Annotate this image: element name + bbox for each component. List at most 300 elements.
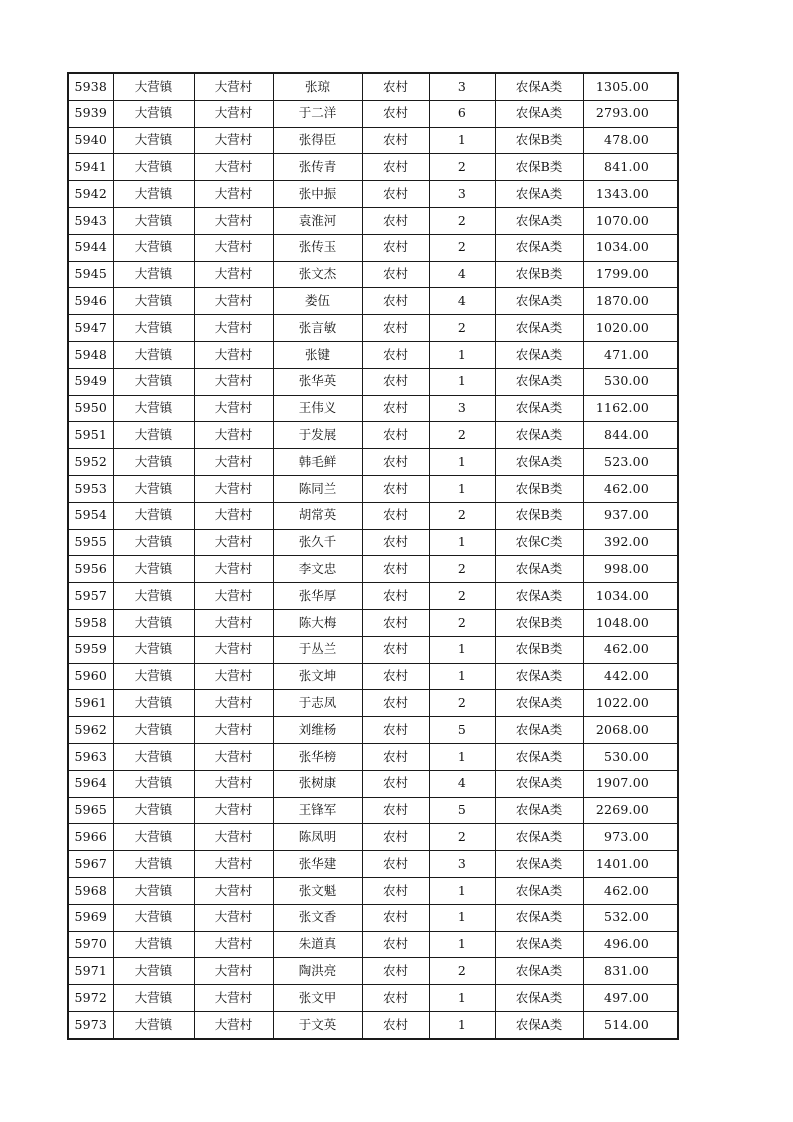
category-cell: 农保A类 [495,395,583,422]
record-id-cell: 5963 [68,743,113,770]
category-cell: 农保A类 [495,73,583,100]
amount-cell: 1020.00 [583,315,678,342]
town-cell: 大营镇 [113,207,194,234]
village-cell: 大营村 [194,717,273,744]
amount-cell: 998.00 [583,556,678,583]
amount-cell: 1870.00 [583,288,678,315]
amount-cell: 841.00 [583,154,678,181]
household-type-cell: 农村 [362,743,429,770]
town-cell: 大营镇 [113,395,194,422]
category-cell: 农保B类 [495,475,583,502]
record-id-cell: 5943 [68,207,113,234]
name-cell: 张华建 [273,851,362,878]
category-cell: 农保A类 [495,368,583,395]
household-type-cell: 农村 [362,422,429,449]
household-type-cell: 农村 [362,583,429,610]
household-type-cell: 农村 [362,851,429,878]
category-cell: 农保A类 [495,904,583,931]
town-cell: 大营镇 [113,315,194,342]
town-cell: 大营镇 [113,529,194,556]
category-cell: 农保B类 [495,154,583,181]
record-id-cell: 5956 [68,556,113,583]
household-type-cell: 农村 [362,127,429,154]
household-type-cell: 农村 [362,449,429,476]
table-row [68,824,678,851]
name-cell: 张传玉 [273,234,362,261]
household-type-cell: 农村 [362,797,429,824]
category-cell: 农保B类 [495,127,583,154]
town-cell: 大营镇 [113,797,194,824]
household-type-cell: 农村 [362,824,429,851]
amount-cell: 496.00 [583,931,678,958]
category-cell: 农保A类 [495,824,583,851]
household-type-cell: 农村 [362,475,429,502]
household-type-cell: 农村 [362,556,429,583]
category-cell: 农保A类 [495,877,583,904]
village-cell: 大营村 [194,690,273,717]
household-type-cell: 农村 [362,100,429,127]
name-cell: 陈同兰 [273,475,362,502]
category-cell: 农保B类 [495,261,583,288]
household-size-cell: 2 [429,556,495,583]
village-cell: 大营村 [194,583,273,610]
amount-cell: 973.00 [583,824,678,851]
amount-cell: 530.00 [583,368,678,395]
record-id-cell: 5973 [68,1011,113,1038]
record-id-cell: 5953 [68,475,113,502]
household-size-cell: 5 [429,797,495,824]
name-cell: 于文英 [273,1011,362,1038]
household-type-cell: 农村 [362,315,429,342]
household-type-cell: 农村 [362,341,429,368]
category-cell: 农保A类 [495,234,583,261]
amount-cell: 1401.00 [583,851,678,878]
town-cell: 大营镇 [113,422,194,449]
amount-cell: 1034.00 [583,234,678,261]
record-id-cell: 5939 [68,100,113,127]
household-size-cell: 1 [429,127,495,154]
household-type-cell: 农村 [362,877,429,904]
household-type-cell: 农村 [362,958,429,985]
table-row [68,449,678,476]
name-cell: 胡常英 [273,502,362,529]
town-cell: 大营镇 [113,127,194,154]
household-type-cell: 农村 [362,636,429,663]
household-type-cell: 农村 [362,261,429,288]
name-cell: 张文魁 [273,877,362,904]
amount-cell: 2068.00 [583,717,678,744]
household-size-cell: 2 [429,690,495,717]
record-id-cell: 5955 [68,529,113,556]
town-cell: 大营镇 [113,100,194,127]
village-cell: 大营村 [194,368,273,395]
table-row [68,556,678,583]
village-cell: 大营村 [194,609,273,636]
household-type-cell: 农村 [362,609,429,636]
household-size-cell: 2 [429,154,495,181]
amount-cell: 462.00 [583,877,678,904]
household-type-cell: 农村 [362,181,429,208]
town-cell: 大营镇 [113,234,194,261]
amount-cell: 2269.00 [583,797,678,824]
household-size-cell: 1 [429,931,495,958]
town-cell: 大营镇 [113,181,194,208]
household-size-cell: 2 [429,422,495,449]
name-cell: 刘维杨 [273,717,362,744]
record-id-cell: 5947 [68,315,113,342]
amount-cell: 514.00 [583,1011,678,1038]
household-size-cell: 5 [429,717,495,744]
village-cell: 大营村 [194,904,273,931]
village-cell: 大营村 [194,877,273,904]
town-cell: 大营镇 [113,1011,194,1038]
record-id-cell: 5959 [68,636,113,663]
household-type-cell: 农村 [362,154,429,181]
town-cell: 大营镇 [113,368,194,395]
household-size-cell: 4 [429,288,495,315]
amount-cell: 844.00 [583,422,678,449]
category-cell: 农保A类 [495,743,583,770]
village-cell: 大营村 [194,529,273,556]
town-cell: 大营镇 [113,985,194,1012]
category-cell: 农保A类 [495,207,583,234]
record-id-cell: 5970 [68,931,113,958]
name-cell: 张文香 [273,904,362,931]
table-row [68,851,678,878]
household-size-cell: 1 [429,529,495,556]
amount-cell: 478.00 [583,127,678,154]
village-cell: 大营村 [194,181,273,208]
village-cell: 大营村 [194,502,273,529]
household-size-cell: 2 [429,207,495,234]
category-cell: 农保B类 [495,609,583,636]
town-cell: 大营镇 [113,636,194,663]
town-cell: 大营镇 [113,73,194,100]
amount-cell: 1799.00 [583,261,678,288]
town-cell: 大营镇 [113,261,194,288]
table-row [68,154,678,181]
town-cell: 大营镇 [113,690,194,717]
household-size-cell: 1 [429,904,495,931]
village-cell: 大营村 [194,288,273,315]
name-cell: 张中振 [273,181,362,208]
household-size-cell: 2 [429,502,495,529]
record-id-cell: 5948 [68,341,113,368]
town-cell: 大营镇 [113,931,194,958]
table-row [68,636,678,663]
village-cell: 大营村 [194,100,273,127]
name-cell: 娄伍 [273,288,362,315]
amount-cell: 530.00 [583,743,678,770]
category-cell: 农保A类 [495,770,583,797]
name-cell: 袁淮河 [273,207,362,234]
village-cell: 大营村 [194,127,273,154]
record-id-cell: 5972 [68,985,113,1012]
household-size-cell: 1 [429,475,495,502]
table-row [68,288,678,315]
amount-cell: 462.00 [583,636,678,663]
name-cell: 张文杰 [273,261,362,288]
household-size-cell: 2 [429,609,495,636]
town-cell: 大营镇 [113,154,194,181]
household-size-cell: 3 [429,851,495,878]
record-id-cell: 5950 [68,395,113,422]
table-row [68,770,678,797]
town-cell: 大营镇 [113,877,194,904]
amount-cell: 1022.00 [583,690,678,717]
name-cell: 朱道真 [273,931,362,958]
record-id-cell: 5964 [68,770,113,797]
village-cell: 大营村 [194,73,273,100]
amount-cell: 1162.00 [583,395,678,422]
table-row [68,797,678,824]
record-id-cell: 5971 [68,958,113,985]
household-size-cell: 2 [429,824,495,851]
amount-cell: 1034.00 [583,583,678,610]
household-size-cell: 1 [429,877,495,904]
table-row [68,395,678,422]
name-cell: 李文忠 [273,556,362,583]
record-id-cell: 5951 [68,422,113,449]
village-cell: 大营村 [194,797,273,824]
name-cell: 张华英 [273,368,362,395]
household-size-cell: 2 [429,583,495,610]
name-cell: 张华厚 [273,583,362,610]
household-size-cell: 1 [429,636,495,663]
household-type-cell: 农村 [362,1011,429,1038]
table-row [68,475,678,502]
name-cell: 张文坤 [273,663,362,690]
household-type-cell: 农村 [362,234,429,261]
record-id-cell: 5961 [68,690,113,717]
category-cell: 农保A类 [495,931,583,958]
town-cell: 大营镇 [113,958,194,985]
village-cell: 大营村 [194,422,273,449]
household-type-cell: 农村 [362,904,429,931]
category-cell: 农保A类 [495,797,583,824]
town-cell: 大营镇 [113,904,194,931]
amount-cell: 497.00 [583,985,678,1012]
town-cell: 大营镇 [113,851,194,878]
town-cell: 大营镇 [113,449,194,476]
table-row [68,958,678,985]
household-type-cell: 农村 [362,73,429,100]
town-cell: 大营镇 [113,341,194,368]
record-id-cell: 5938 [68,73,113,100]
record-id-cell: 5958 [68,609,113,636]
record-id-cell: 5941 [68,154,113,181]
name-cell: 张琼 [273,73,362,100]
name-cell: 王锋军 [273,797,362,824]
name-cell: 张树康 [273,770,362,797]
household-type-cell: 农村 [362,368,429,395]
table-row [68,609,678,636]
village-cell: 大营村 [194,207,273,234]
amount-cell: 471.00 [583,341,678,368]
household-type-cell: 农村 [362,529,429,556]
table-row [68,985,678,1012]
name-cell: 张传青 [273,154,362,181]
category-cell: 农保A类 [495,315,583,342]
village-cell: 大营村 [194,851,273,878]
table-row [68,261,678,288]
household-type-cell: 农村 [362,770,429,797]
record-id-cell: 5944 [68,234,113,261]
category-cell: 农保A类 [495,422,583,449]
table-row [68,583,678,610]
village-cell: 大营村 [194,931,273,958]
town-cell: 大营镇 [113,663,194,690]
household-size-cell: 1 [429,663,495,690]
household-size-cell: 1 [429,1011,495,1038]
name-cell: 于志凤 [273,690,362,717]
amount-cell: 937.00 [583,502,678,529]
record-id-cell: 5946 [68,288,113,315]
household-type-cell: 农村 [362,931,429,958]
table-row [68,73,678,100]
town-cell: 大营镇 [113,824,194,851]
category-cell: 农保A类 [495,100,583,127]
name-cell: 于丛兰 [273,636,362,663]
amount-cell: 532.00 [583,904,678,931]
household-size-cell: 6 [429,100,495,127]
table-row [68,207,678,234]
village-cell: 大营村 [194,663,273,690]
household-size-cell: 1 [429,449,495,476]
category-cell: 农保A类 [495,717,583,744]
category-cell: 农保A类 [495,690,583,717]
record-id-cell: 5957 [68,583,113,610]
table-row [68,743,678,770]
category-cell: 农保C类 [495,529,583,556]
table-row [68,1011,678,1038]
household-size-cell: 2 [429,958,495,985]
amount-cell: 1070.00 [583,207,678,234]
record-id-cell: 5962 [68,717,113,744]
amount-cell: 392.00 [583,529,678,556]
amount-cell: 2793.00 [583,100,678,127]
table-row [68,368,678,395]
town-cell: 大营镇 [113,743,194,770]
category-cell: 农保A类 [495,341,583,368]
village-cell: 大营村 [194,449,273,476]
category-cell: 农保A类 [495,958,583,985]
village-cell: 大营村 [194,636,273,663]
table-row [68,502,678,529]
amount-cell: 462.00 [583,475,678,502]
name-cell: 张键 [273,341,362,368]
village-cell: 大营村 [194,958,273,985]
category-cell: 农保A类 [495,851,583,878]
household-size-cell: 1 [429,368,495,395]
name-cell: 张言敏 [273,315,362,342]
household-type-cell: 农村 [362,690,429,717]
category-cell: 农保A类 [495,449,583,476]
record-id-cell: 5945 [68,261,113,288]
table-body [68,73,678,1039]
record-id-cell: 5952 [68,449,113,476]
village-cell: 大营村 [194,743,273,770]
village-cell: 大营村 [194,1011,273,1038]
category-cell: 农保A类 [495,288,583,315]
record-id-cell: 5968 [68,877,113,904]
table-row [68,931,678,958]
village-cell: 大营村 [194,234,273,261]
household-size-cell: 4 [429,770,495,797]
name-cell: 陶洪亮 [273,958,362,985]
record-id-cell: 5942 [68,181,113,208]
name-cell: 张得臣 [273,127,362,154]
name-cell: 于发展 [273,422,362,449]
table-row [68,341,678,368]
household-type-cell: 农村 [362,288,429,315]
table-row [68,422,678,449]
town-cell: 大营镇 [113,583,194,610]
name-cell: 张久千 [273,529,362,556]
record-id-cell: 5940 [68,127,113,154]
record-id-cell: 5960 [68,663,113,690]
household-size-cell: 4 [429,261,495,288]
record-id-cell: 5954 [68,502,113,529]
town-cell: 大营镇 [113,609,194,636]
record-id-cell: 5966 [68,824,113,851]
amount-cell: 442.00 [583,663,678,690]
table-row [68,529,678,556]
name-cell: 韩毛鲜 [273,449,362,476]
village-cell: 大营村 [194,824,273,851]
table-row [68,717,678,744]
table-row [68,877,678,904]
village-cell: 大营村 [194,475,273,502]
name-cell: 王伟义 [273,395,362,422]
town-cell: 大营镇 [113,502,194,529]
name-cell: 于二洋 [273,100,362,127]
village-cell: 大营村 [194,985,273,1012]
town-cell: 大营镇 [113,475,194,502]
category-cell: 农保A类 [495,1011,583,1038]
household-size-cell: 2 [429,315,495,342]
village-cell: 大营村 [194,341,273,368]
amount-cell: 1343.00 [583,181,678,208]
category-cell: 农保A类 [495,985,583,1012]
category-cell: 农保B类 [495,636,583,663]
name-cell: 张华榜 [273,743,362,770]
amount-cell: 1305.00 [583,73,678,100]
name-cell: 陈凤明 [273,824,362,851]
household-size-cell: 1 [429,341,495,368]
table-row [68,663,678,690]
name-cell: 张文甲 [273,985,362,1012]
town-cell: 大营镇 [113,717,194,744]
record-id-cell: 5969 [68,904,113,931]
amount-cell: 1907.00 [583,770,678,797]
village-cell: 大营村 [194,154,273,181]
name-cell: 陈大梅 [273,609,362,636]
table-row [68,690,678,717]
amount-cell: 831.00 [583,958,678,985]
household-type-cell: 农村 [362,717,429,744]
household-size-cell: 2 [429,234,495,261]
record-id-cell: 5965 [68,797,113,824]
village-cell: 大营村 [194,261,273,288]
table-row [68,181,678,208]
household-type-cell: 农村 [362,985,429,1012]
category-cell: 农保A类 [495,556,583,583]
record-id-cell: 5949 [68,368,113,395]
household-type-cell: 农村 [362,207,429,234]
table-row [68,234,678,261]
table-row [68,127,678,154]
